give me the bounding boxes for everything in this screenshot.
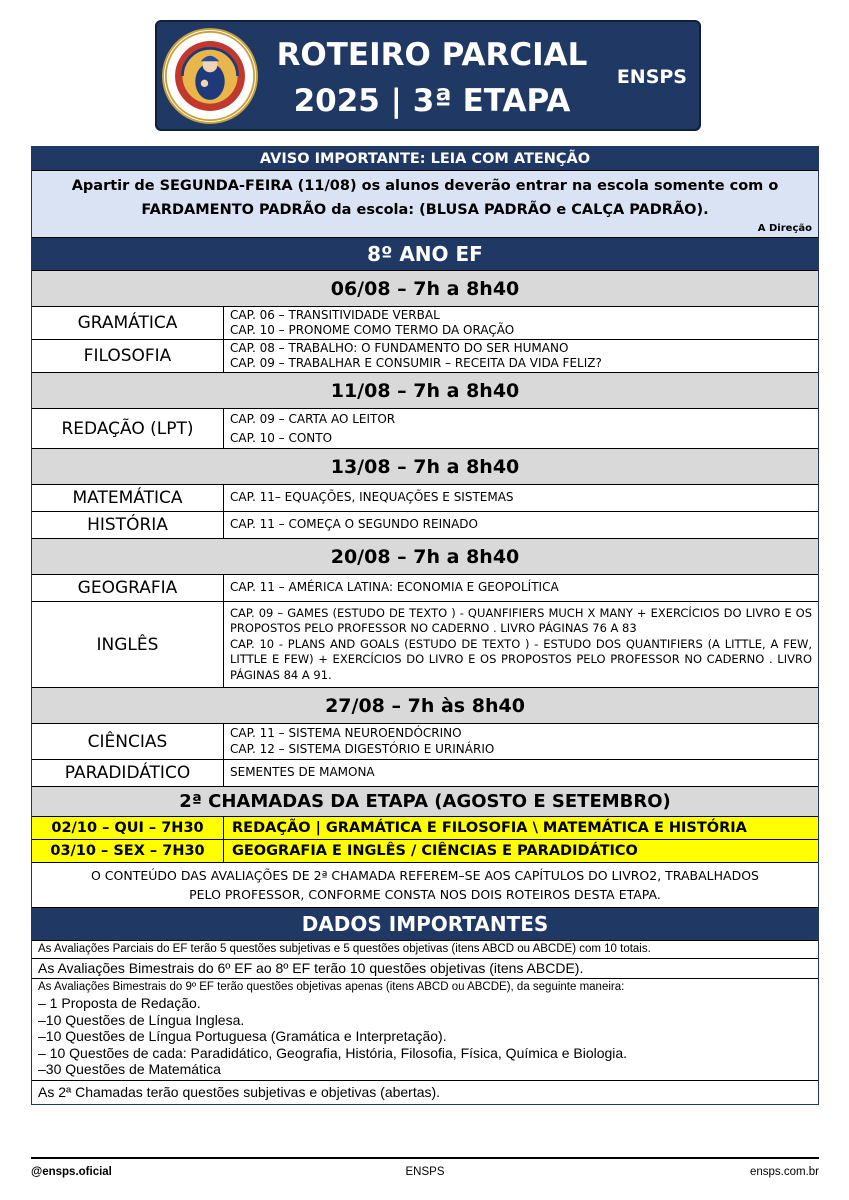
date-heading: 13/08 – 7h a 8h40 bbox=[32, 449, 818, 485]
notice-body bbox=[32, 171, 818, 238]
title-line-2: 2025 | 3ª ETAPA bbox=[293, 83, 571, 119]
subject-row bbox=[32, 512, 818, 539]
footer-website-link[interactable]: ensps.com.br bbox=[749, 1166, 819, 1178]
second-call-row bbox=[32, 840, 818, 863]
second-call-title: 2ª CHAMADAS DA ETAPA (AGOSTO E SETEMBRO) bbox=[32, 787, 818, 817]
second-call-subjects: GEOGRAFIA E INGLÊS / CIÊNCIAS E PARADIDÁTICO bbox=[232, 843, 638, 859]
subject-content bbox=[224, 724, 818, 759]
info-item: – 1 Proposta de Redação. bbox=[38, 995, 201, 1011]
subject-name: PARADIDÁTICO bbox=[32, 760, 224, 786]
notice-line-1: Apartir de SEGUNDA-FEIRA (11/08) os alunos deverão entrar na escola somente com o bbox=[71, 178, 779, 194]
subject-row bbox=[32, 409, 818, 449]
date-heading: 20/08 – 7h a 8h40 bbox=[32, 539, 818, 575]
subject-content bbox=[224, 485, 818, 511]
date-heading: 11/08 – 7h a 8h40 bbox=[32, 373, 818, 409]
footer bbox=[31, 1164, 819, 1180]
subject-row bbox=[32, 485, 818, 512]
content-line: CAP. 10 - PLANS AND GOALS (ESTUDO DE TEXTO ) - ESTUDO DOS QUANTIFIERS (A LITTLE, A FEW, LITTLE E FEW) + EXERCÍCIOS DO LIVRO E OS PROPOSTOS PELO PROFESSOR NO CADERNO . LIVRO PÁGINAS 84 A 91. bbox=[230, 636, 812, 682]
info-item: –10 Questões de Língua Portuguesa (Gramática e Interpretação). bbox=[38, 1028, 447, 1044]
info-intro: As Avaliações Bimestrais do 9º EF terão questões objetivas apenas (itens ABCD ou ABCDE), da seguinte maneira: bbox=[38, 981, 625, 993]
notice-line-2: FARDAMENTO PADRÃO da escola: (BLUSA PADRÃO e CALÇA PADRÃO). bbox=[141, 202, 709, 218]
content-line: CAP. 12 – SISTEMA DIGESTÓRIO E URINÁRIO bbox=[230, 741, 495, 756]
subject-name: GEOGRAFIA bbox=[32, 575, 224, 601]
content-line: CAP. 09 – GAMES (ESTUDO DE TEXTO ) - QUANFIFIERS MUCH X MANY + EXERCÍCIOS DO LIVRO E OS PROPOSTOS PELO PROFESSOR NO CADERNO . LIVRO PÁGINAS 76 A 83 bbox=[230, 605, 812, 636]
subject-name: FILOSOFIA bbox=[32, 340, 224, 372]
content-line: CAP. 06 – TRANSITIVIDADE VERBAL bbox=[230, 307, 440, 322]
subject-row bbox=[32, 575, 818, 602]
content-line: CAP. 08 – TRABALHO: O FUNDAMENTO DO SER HUMANO bbox=[230, 340, 569, 355]
content-line: CAP. 10 – CONTO bbox=[230, 430, 333, 445]
content-line: SEMENTES DE MAMONA bbox=[230, 765, 375, 780]
notice-title: AVISO IMPORTANTE: LEIA COM ATENÇÃO bbox=[32, 147, 818, 171]
subject-content bbox=[224, 602, 818, 687]
info-item: –30 Questões de Matemática bbox=[38, 1061, 221, 1077]
subject-name: INGLÊS bbox=[32, 602, 224, 687]
content-line: CAP. 11 – SISTEMA NEUROENDÓCRINO bbox=[230, 726, 462, 740]
footer-center: ENSPS bbox=[405, 1166, 445, 1178]
title-line-1: ROTEIRO PARCIAL bbox=[276, 37, 588, 73]
subject-row bbox=[32, 340, 818, 373]
content-line: CAP. 11 – AMÉRICA LATINA: ECONOMIA E GEOPOLÍTICA bbox=[230, 580, 559, 595]
footer-instagram-link[interactable]: @ensps.oficial bbox=[31, 1166, 112, 1178]
subject-row bbox=[32, 724, 818, 760]
note-line-1: O CONTEÚDO DAS AVALIAÇÕES DE 2ª CHAMADA REFEREM–SE AOS CAPÍTULOS DO LIVRO2, TRABALHADOS bbox=[91, 868, 759, 883]
subject-name: HISTÓRIA bbox=[32, 512, 224, 538]
subject-name: REDAÇÃO (LPT) bbox=[32, 409, 224, 448]
second-call-date: 02/10 – QUI – 7H30 bbox=[32, 817, 224, 839]
info-bimestrais-6-8: As Avaliações Bimestrais do 6º EF ao 8º EF terão 10 questões objetivas (itens ABCDE). bbox=[32, 959, 818, 979]
content-line: CAP. 10 – PRONOME COMO TERMO DA ORAÇÃO bbox=[230, 323, 515, 337]
info-item: – 10 Questões de cada: Paradidático, Geografia, História, Filosofia, Física, Química e Biologia. bbox=[38, 1044, 628, 1061]
subject-name: MATEMÁTICA bbox=[32, 485, 224, 511]
header-banner bbox=[155, 20, 701, 131]
content-line: CAP. 11 – COMEÇA O SEGUNDO REINADO bbox=[230, 517, 478, 532]
info-bimestrais-9 bbox=[32, 979, 818, 1081]
notice-signature: A Direção bbox=[757, 223, 812, 234]
grade-heading: 8º ANO EF bbox=[32, 238, 818, 271]
content-line: CAP. 09 – CARTA AO LEITOR bbox=[230, 411, 396, 426]
second-call-subjects: REDAÇÃO | GRAMÁTICA E FILOSOFIA \ MATEMÁTICA E HISTÓRIA bbox=[232, 820, 747, 836]
subject-content bbox=[224, 409, 818, 448]
second-call-note bbox=[32, 863, 818, 908]
date-heading: 27/08 – 7h às 8h40 bbox=[32, 688, 818, 724]
main-table bbox=[31, 146, 819, 1105]
info-segunda-chamada: As 2ª Chamadas terão questões subjetivas e objetivas (abertas). bbox=[38, 1083, 441, 1100]
subject-content bbox=[224, 760, 818, 786]
subject-row bbox=[32, 307, 818, 340]
info-parciais: As Avaliações Parciais do EF terão 5 questões subjetivas e 5 questões objetivas (itens ABCD ou ABCDE) com 10 totais. bbox=[32, 941, 818, 959]
school-seal-icon bbox=[162, 28, 258, 124]
subject-name: CIÊNCIAS bbox=[32, 724, 224, 759]
second-call-row bbox=[32, 817, 818, 840]
page-title bbox=[262, 32, 602, 124]
subject-content bbox=[224, 575, 818, 601]
subject-name: GRAMÁTICA bbox=[32, 307, 224, 339]
note-line-2: PELO PROFESSOR, CONFORME CONSTA NOS DOIS ROTEIROS DESTA ETAPA. bbox=[189, 887, 661, 902]
subject-row bbox=[32, 760, 818, 787]
date-heading: 06/08 – 7h a 8h40 bbox=[32, 271, 818, 307]
content-line: CAP. 09 – TRABALHAR E CONSUMIR – RECEITA DA VIDA FELIZ? bbox=[230, 356, 602, 370]
footer-divider bbox=[31, 1157, 819, 1159]
second-call-date: 03/10 – SEX – 7H30 bbox=[32, 840, 224, 862]
subject-content bbox=[224, 340, 818, 372]
subject-row bbox=[32, 602, 818, 688]
subject-content bbox=[224, 512, 818, 538]
content-line: CAP. 11– EQUAÇÕES, INEQUAÇÕES E SISTEMAS bbox=[230, 490, 514, 505]
important-data-title: DADOS IMPORTANTES bbox=[32, 908, 818, 941]
info-item: –10 Questões de Língua Inglesa. bbox=[38, 1011, 245, 1028]
school-name: ENSPS bbox=[616, 66, 687, 88]
subject-content bbox=[224, 307, 818, 339]
